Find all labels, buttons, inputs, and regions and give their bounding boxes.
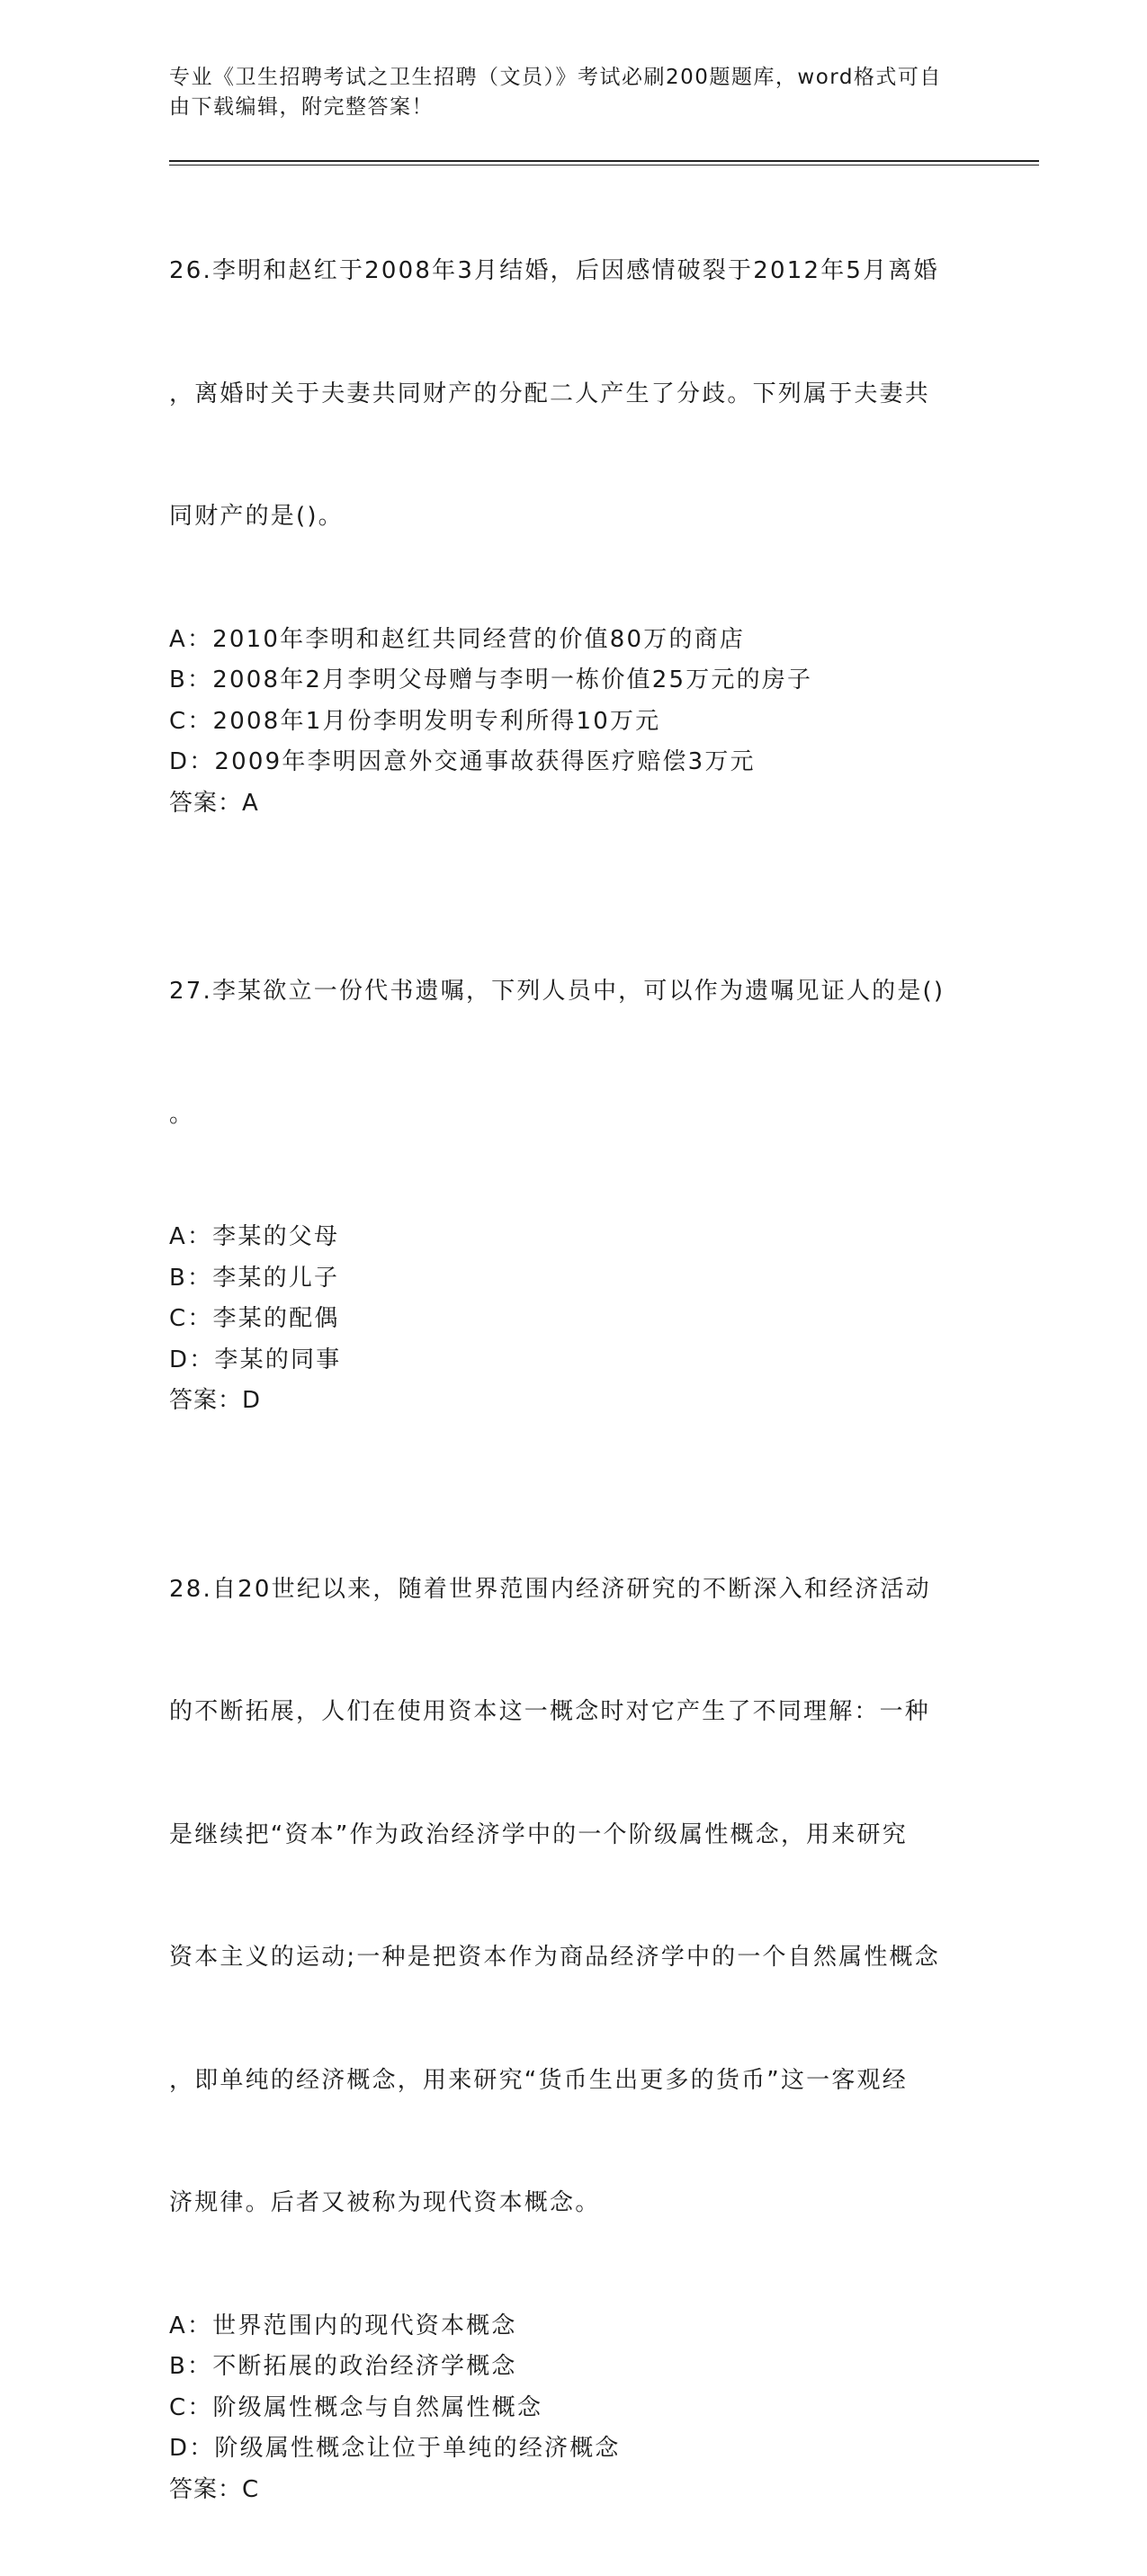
question-text-line: 的不断拓展，人们在使用资本这一概念时对它产生了不同理解：一种 (169, 1698, 931, 1725)
question-text (169, 1488, 961, 2306)
question-text-line: 。 (169, 1100, 195, 1128)
question-text-line: 资本主义的运动;一种是把资本作为商品经济学中的一个自然属性概念 (169, 1944, 940, 1971)
question-text-line: ，离婚时关于夫妻共同财产的分配二人产生了分歧。下列属于夫妻共 (169, 380, 931, 407)
question-text-line: 26.李明和赵红于2008年3月结婚，后因感情破裂于2012年5月离婚 (169, 257, 939, 284)
option-c: C：2008年1月份李明发明专利所得10万元 (169, 707, 661, 735)
option-d: D：阶级属性概念让位于单纯的经济概念 (169, 2435, 621, 2462)
answer-line: 答案：C (169, 2475, 260, 2503)
option-c: C：李某的配偶 (169, 1305, 340, 1332)
question-26 (169, 169, 979, 824)
question-text (169, 890, 961, 1217)
question-text-line: 同财产的是()。 (169, 503, 344, 530)
answer-line: 答案：D (169, 1387, 262, 1414)
question-text-line: 是继续把“资本”作为政治经济学中的一个阶级属性概念，用来研究 (169, 1820, 908, 1848)
header-divider-thick (169, 160, 1039, 162)
question-text-line: ，即单纯的经济概念，用来研究“货币生出更多的货币”这一客观经 (169, 2066, 908, 2094)
document-header (169, 63, 961, 122)
question-text-line: 济规律。后者又被称为现代资本概念。 (169, 2189, 601, 2216)
header-title-line-2: 由下载编辑，附完整答案！ (169, 95, 434, 119)
question-list (169, 169, 979, 2576)
question-text-line: 28.自20世纪以来，随着世界范围内经济研究的不断深入和经济活动 (169, 1575, 931, 1603)
option-b: B：不断拓展的政治经济学概念 (169, 2353, 517, 2380)
option-a: A：李某的父母 (169, 1223, 340, 1250)
option-b: B：2008年2月李明父母赠与李明一栋价值25万元的房子 (169, 666, 813, 693)
option-a: A：世界范围内的现代资本概念 (169, 2312, 517, 2339)
option-c: C：阶级属性概念与自然属性概念 (169, 2393, 543, 2421)
question-text (169, 169, 961, 620)
option-d: D：2009年李明因意外交通事故获得医疗赔偿3万元 (169, 748, 756, 775)
option-d: D：李某的同事 (169, 1346, 342, 1373)
question-28 (169, 1488, 979, 2511)
option-b: B：李某的儿子 (169, 1264, 340, 1292)
header-title-line-1: 专业《卫生招聘考试之卫生招聘（文员）》考试必刷200题题库，word格式可自 (169, 66, 942, 89)
question-27 (169, 890, 979, 1422)
answer-line: 答案：A (169, 789, 259, 817)
option-a: A：2010年李明和赵红共同经营的价值80万的商店 (169, 625, 746, 653)
question-text-line: 27.李某欲立一份代书遗嘱，下列人员中，可以作为遗嘱见证人的是() (169, 978, 945, 1005)
